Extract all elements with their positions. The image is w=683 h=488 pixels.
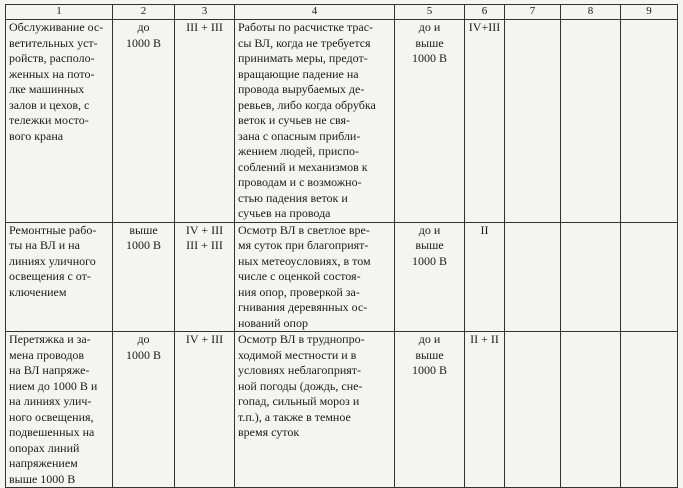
group-cell: II + II	[465, 332, 505, 488]
voltage-cell: до и выше 1000 В	[395, 332, 465, 488]
header-row	[6, 5, 678, 20]
group-cell: II	[465, 222, 505, 332]
table-row	[6, 332, 678, 488]
voltage-cell: до и выше 1000 В	[395, 20, 465, 223]
empty-cell	[561, 20, 621, 223]
empty-cell	[621, 332, 678, 488]
work-description-cell: Осмотр ВЛ в труднопро- ходимой местности и в условиях неблагоприят- ной погоды (дождь, сне- гопад, сильный мороз и т.п.), а также в темное время суток	[235, 332, 395, 488]
empty-cell	[621, 222, 678, 332]
column-header: 2	[113, 5, 175, 20]
group-cell: IV + III	[175, 332, 235, 488]
work-description-cell: Осмотр ВЛ в светлое вре- мя суток при благоприят- ных метеоусловиях, в том числе с оценкой состоя- ния опор, проверкой за- гнивания деревянных ос- нований опор	[235, 222, 395, 332]
work-description-cell: Перетяжка и за- мена проводов на ВЛ напряже- нием до 1000 В и на линиях улич- ного освещения, подвешенных на опорах линий напряжением выше 1000 В	[6, 332, 113, 488]
group-cell: IV + III III + III	[175, 222, 235, 332]
empty-cell	[505, 20, 561, 223]
work-table	[5, 4, 678, 488]
column-header: 7	[505, 5, 561, 20]
group-cell: III + III	[175, 20, 235, 223]
group-cell: IV+III	[465, 20, 505, 223]
voltage-cell: выше 1000 В	[113, 222, 175, 332]
work-description-cell: Работы по расчистке трас- сы ВЛ, когда не требуется принимать меры, предот- вращающие падение на провода вырубаемых де- ревьев, либо когда обрубка веток и сучьев не свя- зана с опасным прибли- жением людей, приспо- соблений и механизмов к проводам и с возможно- стью падения веток и сучьев на провода	[235, 20, 395, 223]
empty-cell	[621, 20, 678, 223]
empty-cell	[561, 332, 621, 488]
work-description-cell: Обслуживание ос- ветительных уст- ройств, располо- женных на пото- лке машинных залов и цехов, с тележки мосто- вого крана	[6, 20, 113, 223]
work-description-cell: Ремонтные рабо- ты на ВЛ и на линиях уличного освещения с от- ключением	[6, 222, 113, 332]
empty-cell	[505, 222, 561, 332]
empty-cell	[561, 222, 621, 332]
voltage-cell: до и выше 1000 В	[395, 222, 465, 332]
column-header: 9	[621, 5, 678, 20]
table-row	[6, 20, 678, 223]
voltage-cell: до 1000 В	[113, 20, 175, 223]
column-header: 4	[235, 5, 395, 20]
column-header: 1	[6, 5, 113, 20]
voltage-cell: до 1000 В	[113, 332, 175, 488]
column-header: 5	[395, 5, 465, 20]
table-row	[6, 222, 678, 332]
column-header: 6	[465, 5, 505, 20]
column-header: 3	[175, 5, 235, 20]
column-header: 8	[561, 5, 621, 20]
empty-cell	[505, 332, 561, 488]
